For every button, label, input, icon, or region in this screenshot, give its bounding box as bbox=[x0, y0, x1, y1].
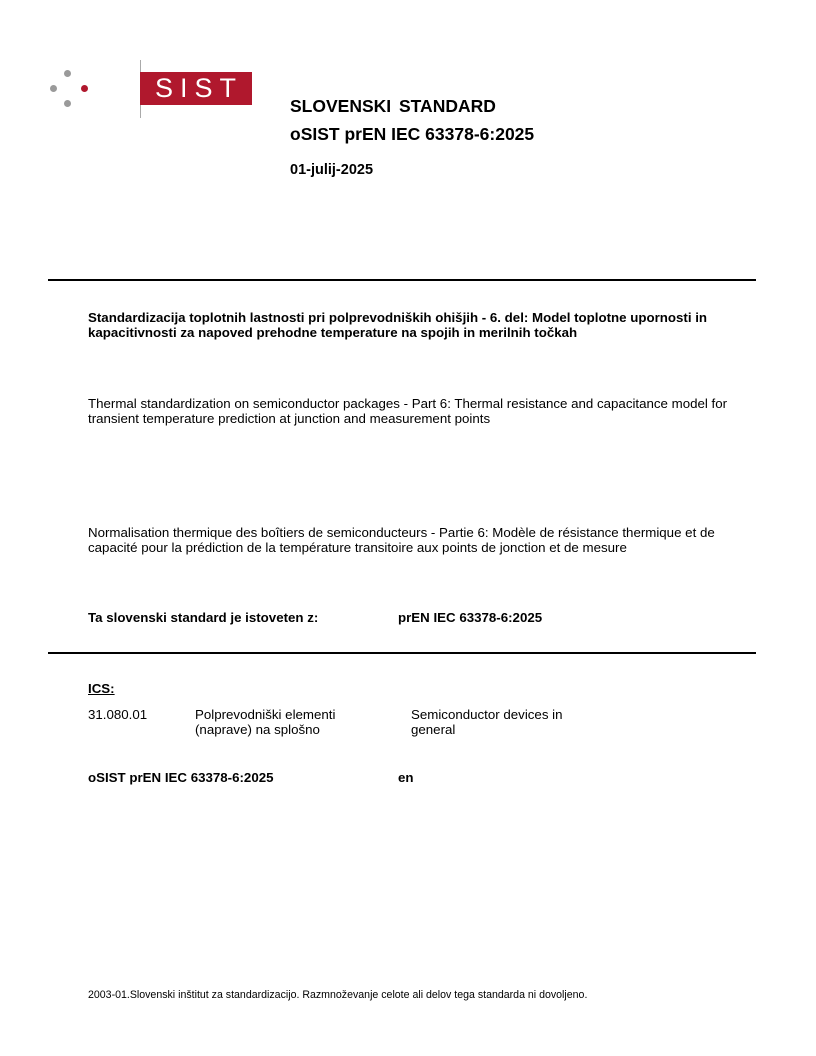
identical-label: Ta slovenski standard je istoveten z: bbox=[88, 610, 319, 625]
bottom-rule bbox=[48, 652, 756, 654]
copyright-footer: 2003-01.Slovenski inštitut za standardizacijo. Razmnoževanje celote ali delov tega standarda ni dovoljeno. bbox=[88, 989, 588, 1001]
top-rule bbox=[48, 279, 756, 281]
document-number: oSIST prEN IEC 63378-6:2025 bbox=[290, 124, 535, 144]
document-type: SLOVENSKI STANDARD bbox=[290, 96, 496, 116]
title-french: Normalisation thermique des boîtiers de semiconducteurs - Partie 6: Modèle de résistance thermique et de capacité pour la prédiction de la température transitoire aux points de jonction et de mesure bbox=[88, 525, 715, 555]
reference-language: en bbox=[398, 770, 414, 785]
logo-dot bbox=[64, 70, 71, 77]
publication-date: 01-julij-2025 bbox=[290, 162, 374, 178]
sist-logo bbox=[48, 60, 243, 120]
ics-description-slovenian: Polprevodniški elementi (naprave) na splošno bbox=[195, 707, 336, 737]
logo-wordmark: SIST bbox=[140, 72, 252, 105]
title-slovenian: Standardizacija toplotnih lastnosti pri polprevodniških ohišjih - 6. del: Model toplotne upornosti in kapacitivnosti za napoved prehodne temperature na spojih in merilnih točkah bbox=[88, 310, 708, 340]
title-english: Thermal standardization on semiconductor packages - Part 6: Thermal resistance and capacitance model for transient temperature prediction at junction and measurement points bbox=[88, 396, 728, 426]
ics-code: 31.080.01 bbox=[88, 707, 148, 722]
ics-label: ICS: bbox=[88, 681, 115, 696]
logo-dot bbox=[64, 100, 71, 107]
logo-dot bbox=[50, 85, 57, 92]
logo-dot-red bbox=[81, 85, 88, 92]
ics-description-english: Semiconductor devices in general bbox=[411, 707, 563, 737]
identical-value: prEN IEC 63378-6:2025 bbox=[398, 610, 543, 625]
reference-code: oSIST prEN IEC 63378-6:2025 bbox=[88, 770, 274, 785]
